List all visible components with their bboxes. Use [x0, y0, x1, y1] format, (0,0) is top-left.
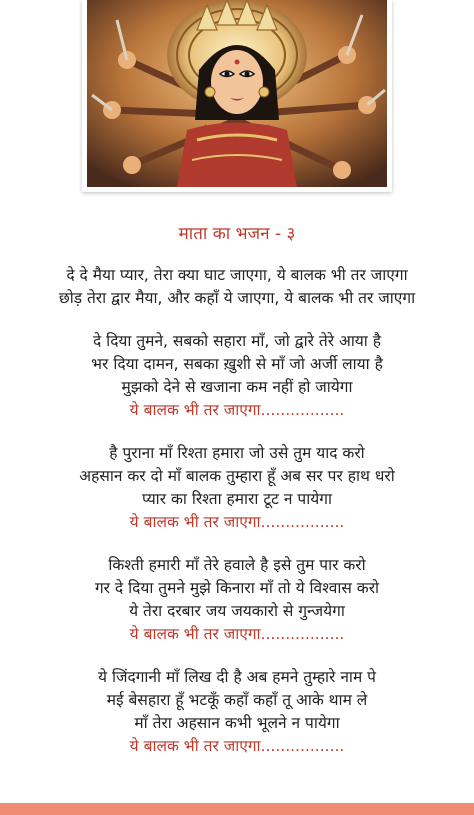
lyric-line: माँ तेरा अहसान कभी भूलने न पायेगा [134, 714, 340, 732]
lyric-line: दे दे मैया प्यार, तेरा क्या घाट जाएगा, ये बालक भी तर जाएगा [66, 266, 408, 284]
bottom-accent-bar [0, 803, 474, 815]
lyric-line: मई बेसहारा हूँ भटकूँ कहाँ कहाँ तू आके थाम ले [106, 691, 368, 709]
lyric-line: गर दे दिया तुमने मुझे किनारा माँ तो ये विश्वास करो [94, 579, 380, 597]
lyric-line: अहसान कर दो माँ बालक तुम्हारा हूँ अब सर पर हाथ धरो [79, 467, 395, 485]
stanza [0, 666, 474, 758]
lyrics [0, 264, 474, 758]
header-image-frame [82, 0, 392, 192]
lyric-line: किश्ती हमारी माँ तेरे हवाले है इसे तुम पार करो [108, 556, 366, 574]
lyric-line: दे दिया तुमने, सबको सहारा माँ, जो द्वारे तेरे आया है [93, 332, 381, 350]
refrain-line: ये बालक भी तर जाएगा................. [129, 625, 345, 643]
refrain-line: ये बालक भी तर जाएगा................. [129, 513, 345, 531]
stanza [0, 264, 474, 310]
lyric-line: ये तेरा दरबार जय जयकारो से गुन्जयेगा [129, 602, 345, 620]
bhajan-title: माता का भजन - ३ [178, 224, 296, 244]
refrain-line: ये बालक भी तर जाएगा................. [129, 737, 345, 755]
stanza [0, 442, 474, 534]
refrain-line: ये बालक भी तर जाएगा................. [129, 401, 345, 419]
lyric-line: प्यार का रिश्ता हमारा टूट न पायेगा [142, 490, 332, 508]
lyric-line: भर दिया दामन, सबका ख़ुशी से माँ जो अर्जी लाया है [91, 355, 383, 373]
lyric-line: है पुराना माँ रिश्ता हमारा जो उसे तुम याद करो [109, 444, 365, 462]
lyric-line: ये जिंदगानी माँ लिख दी है अब हमने तुम्हारे नाम पे [98, 668, 376, 686]
lyric-line: मुझको देने से खजाना कम नहीं हो जायेगा [121, 378, 353, 396]
durga-idol-image [87, 0, 387, 187]
stanza [0, 554, 474, 646]
stanza [0, 330, 474, 422]
lyric-line: छोड़ तेरा द्वार मैया, और कहाँ ये जाएगा, ये बालक भी तर जाएगा [58, 289, 416, 307]
bhajan-content [0, 222, 474, 758]
